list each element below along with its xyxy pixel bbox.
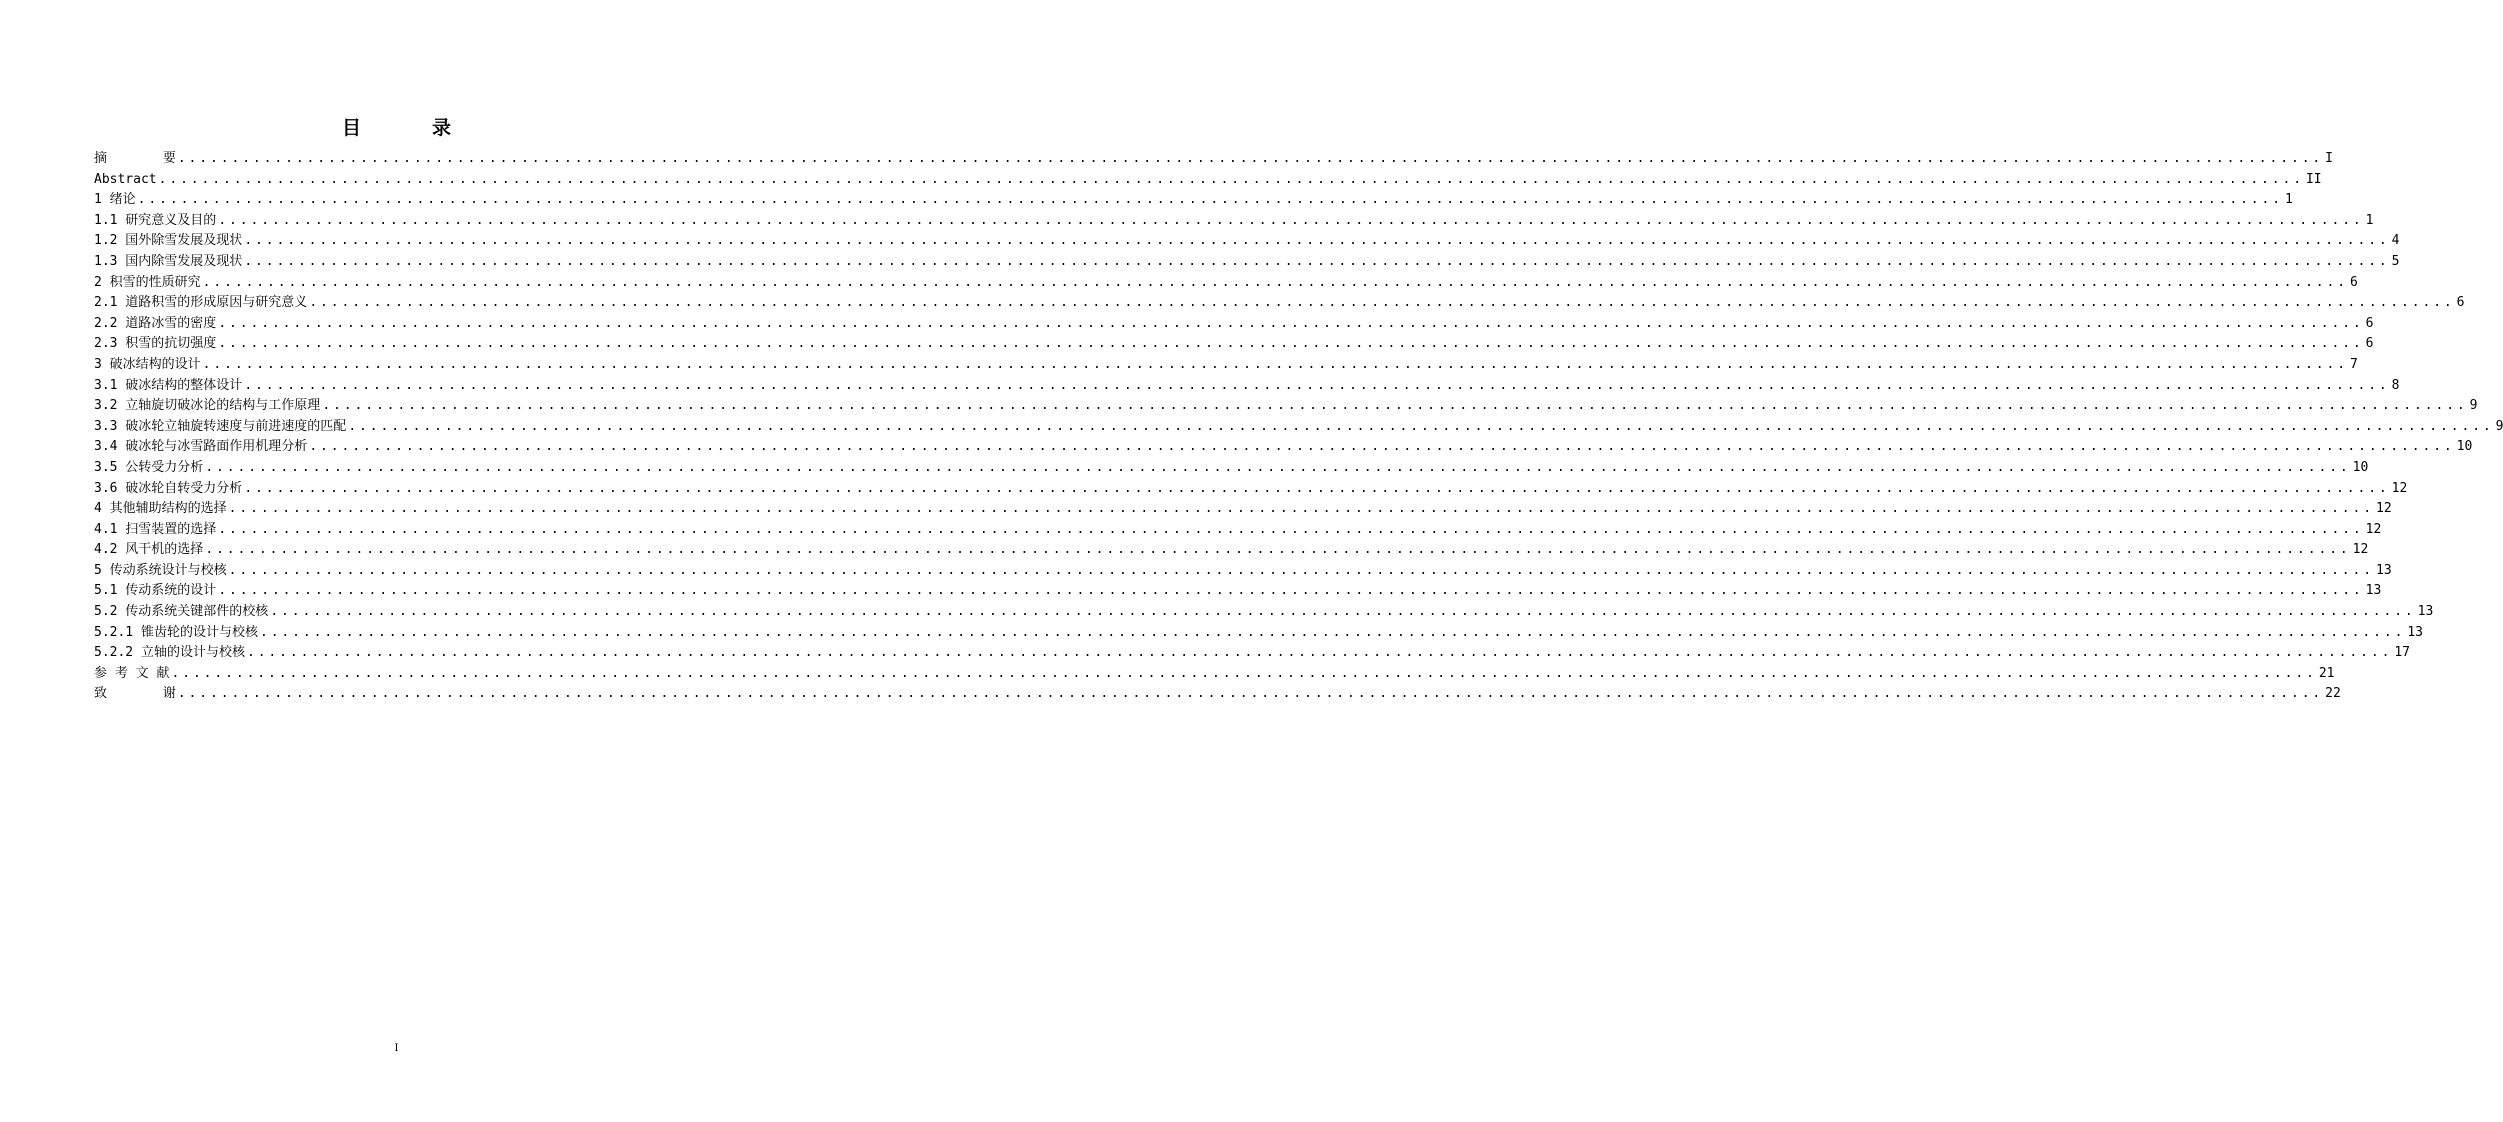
- toc-entry-page: 12: [2376, 501, 2392, 517]
- toc-entry-page: 6: [2456, 295, 2465, 311]
- toc-leader-dots: ........................................................................................................................................................................................................: [309, 295, 2455, 311]
- toc-entry-label: 3.6 破冰轮自转受力分析: [94, 480, 243, 496]
- toc-entry: [94, 355, 2358, 376]
- toc-entry: [94, 231, 2400, 252]
- toc-entry-label: 5.2 传动系统关键部件的校核: [94, 604, 269, 620]
- toc-entry-label: 3.4 破冰轮与冰雪路面作用机理分析: [94, 439, 308, 455]
- toc-entry-page: 13: [2407, 624, 2423, 640]
- toc-entry-page: 8: [2391, 377, 2400, 393]
- toc-leader-dots: ........................................................................................................................................................................................................: [137, 192, 2283, 208]
- toc-entry-page: 12: [2391, 480, 2408, 496]
- toc-entry-page: 10: [2456, 439, 2473, 455]
- toc-entry: [94, 396, 2478, 417]
- toc-entry-page: II: [2305, 171, 2322, 187]
- toc-entry: [94, 314, 2374, 335]
- toc-entry: [94, 376, 2400, 397]
- toc-entry: [94, 334, 2374, 355]
- page-number: I: [394, 1043, 399, 1054]
- toc-leader-dots: ........................................................................................................................................................................................................: [259, 624, 2406, 640]
- toc-entry-page: I: [2325, 151, 2333, 166]
- toc-leader-dots: ........................................................................................................................................................................................................: [228, 501, 2374, 517]
- toc-entry: [94, 252, 2400, 273]
- toc-entry: [94, 499, 2392, 520]
- toc-entry: [94, 273, 2358, 294]
- toc-entry-page: 9: [2495, 418, 2503, 434]
- toc-entry: [94, 437, 2473, 458]
- toc-entry-label: 1.3 国内除雪发展及现状: [94, 253, 243, 269]
- toc-entry-label: 1.1 研究意义及目的: [94, 212, 217, 228]
- toc-entry-label: 5.2.1 锥齿轮的设计与校核: [94, 624, 258, 640]
- toc-entry: [94, 479, 2408, 500]
- toc-entry-label: 4.1 扫雪装置的选择: [94, 521, 217, 537]
- toc-leader-dots: ........................................................................................................................................................................................................: [202, 356, 2348, 372]
- toc-entry-page: 9: [2469, 398, 2478, 414]
- toc-entry: [94, 540, 2369, 561]
- toc-leader-dots: ........................................................................................................................................................................................................: [205, 542, 2351, 558]
- toc-entry: [94, 664, 2335, 685]
- toc-leader-dots: ........................................................................................................................................................................................................: [205, 459, 2351, 475]
- toc-entry-page: 10: [2352, 459, 2369, 475]
- toc-leader-dots: ........................................................................................................................................................................................................: [244, 377, 2390, 393]
- toc-entry-label: 5 传动系统设计与校核: [94, 562, 227, 578]
- toc-leader-dots: ........................................................................................................................................................................................................: [218, 583, 2364, 599]
- toc-entry: [94, 211, 2374, 232]
- toc-leader-dots: ........................................................................................................................................................................................................: [244, 480, 2390, 496]
- toc-leader-dots: ........................................................................................................................................................................................................: [158, 171, 2304, 187]
- toc-leader-dots: ........................................................................................................................................................................................................: [171, 665, 2317, 681]
- toc-list: [94, 149, 2503, 705]
- toc-leader-dots: ........................................................................................................................................................................................................: [218, 212, 2364, 228]
- toc-entry: [94, 520, 2382, 541]
- toc-entry-page: 6: [2365, 336, 2374, 352]
- toc-entry-page: 1: [2285, 192, 2293, 208]
- toc-entry-page: 12: [2352, 542, 2369, 558]
- toc-entry-page: 17: [2394, 645, 2410, 661]
- toc-leader-dots: ........................................................................................................................................................................................................: [228, 562, 2374, 578]
- toc-entry: [94, 581, 2382, 602]
- toc-entry-label: 5.1 传动系统的设计: [94, 583, 217, 599]
- toc-leader-dots: ........................................................................................................................................................................................................: [246, 645, 2393, 661]
- toc-entry: [94, 602, 2434, 623]
- toc-entry-page: 5: [2391, 253, 2400, 269]
- toc-entry-label: 2.2 道路冰雪的密度: [94, 315, 217, 331]
- toc-entry: [94, 561, 2392, 582]
- toc-entry-page: 6: [2350, 274, 2358, 290]
- toc-leader-dots: ........................................................................................................................................................................................................: [348, 418, 2494, 434]
- toc-entry-page: 1: [2365, 212, 2374, 228]
- toc-entry-page: 21: [2318, 665, 2335, 681]
- toc-entry-label: 5.2.2 立轴的设计与校核: [94, 645, 245, 661]
- toc-entry-label: 2 积雪的性质研究: [94, 274, 201, 290]
- toc-entry: [94, 623, 2423, 644]
- toc-entry: [94, 170, 2322, 191]
- toc-entry-label: 4.2 风干机的选择: [94, 542, 204, 558]
- toc-entry-page: 13: [2365, 583, 2382, 599]
- toc-leader-dots: ........................................................................................................................................................................................................: [244, 253, 2390, 269]
- toc-entry-label: 2.3 积雪的抗切强度: [94, 336, 217, 352]
- toc-entry-page: 13: [2417, 604, 2434, 620]
- toc-leader-dots: ........................................................................................................................................................................................................: [322, 398, 2468, 414]
- toc-entry-page: 13: [2376, 562, 2392, 578]
- toc-entry-label: 摘 要: [94, 151, 176, 166]
- toc-leader-dots: ........................................................................................................................................................................................................: [244, 233, 2390, 249]
- toc-entry-label: 1 绪论: [94, 192, 136, 208]
- toc-leader-dots: ........................................................................................................................................................................................................: [309, 439, 2455, 455]
- toc-entry-label: 3.3 破冰轮立轴旋转速度与前进速度的匹配: [94, 418, 347, 434]
- toc-entry-label: 3.1 破冰结构的整体设计: [94, 377, 243, 393]
- toc-leader-dots: ........................................................................................................................................................................................................: [202, 274, 2348, 290]
- toc-entry: [94, 684, 2341, 705]
- toc-entry-label: Abstract: [94, 171, 157, 187]
- toc-entry-label: 3 破冰结构的设计: [94, 356, 201, 372]
- toc-leader-dots: ........................................................................................................................................................................................................: [218, 315, 2364, 331]
- toc-title: 目 录: [341, 117, 477, 139]
- toc-entry-label: 1.2 国外除雪发展及现状: [94, 233, 243, 249]
- toc-leader-dots: ........................................................................................................................................................................................................: [218, 336, 2364, 352]
- toc-entry: [94, 643, 2410, 664]
- toc-entry-label: 3.5 公转受力分析: [94, 459, 204, 475]
- toc-entry-label: 致 谢: [94, 686, 176, 702]
- toc-leader-dots: ........................................................................................................................................................................................................: [270, 604, 2416, 620]
- toc-leader-dots: ........................................................................................................................................................................................................: [177, 686, 2324, 702]
- toc-entry-page: 7: [2350, 356, 2358, 372]
- toc-entry: [94, 293, 2465, 314]
- toc-entry-label: 3.2 立轴旋切破冰论的结构与工作原理: [94, 398, 321, 414]
- toc-entry-page: 4: [2391, 233, 2400, 249]
- toc-entry: [94, 458, 2369, 479]
- toc-entry-label: 参 考 文 献: [94, 665, 170, 681]
- toc-entry-page: 22: [2325, 686, 2341, 702]
- toc-leader-dots: ........................................................................................................................................................................................................: [177, 151, 2324, 166]
- toc-entry-label: 2.1 道路积雪的形成原因与研究意义: [94, 295, 308, 311]
- toc-leader-dots: ........................................................................................................................................................................................................: [218, 521, 2364, 537]
- toc-entry: [94, 190, 2293, 211]
- toc-entry: [94, 149, 2333, 170]
- toc-entry-label: 4 其他辅助结构的选择: [94, 501, 227, 517]
- toc-entry: [94, 417, 2503, 438]
- toc-entry-page: 6: [2365, 315, 2374, 331]
- toc-entry-page: 12: [2365, 521, 2382, 537]
